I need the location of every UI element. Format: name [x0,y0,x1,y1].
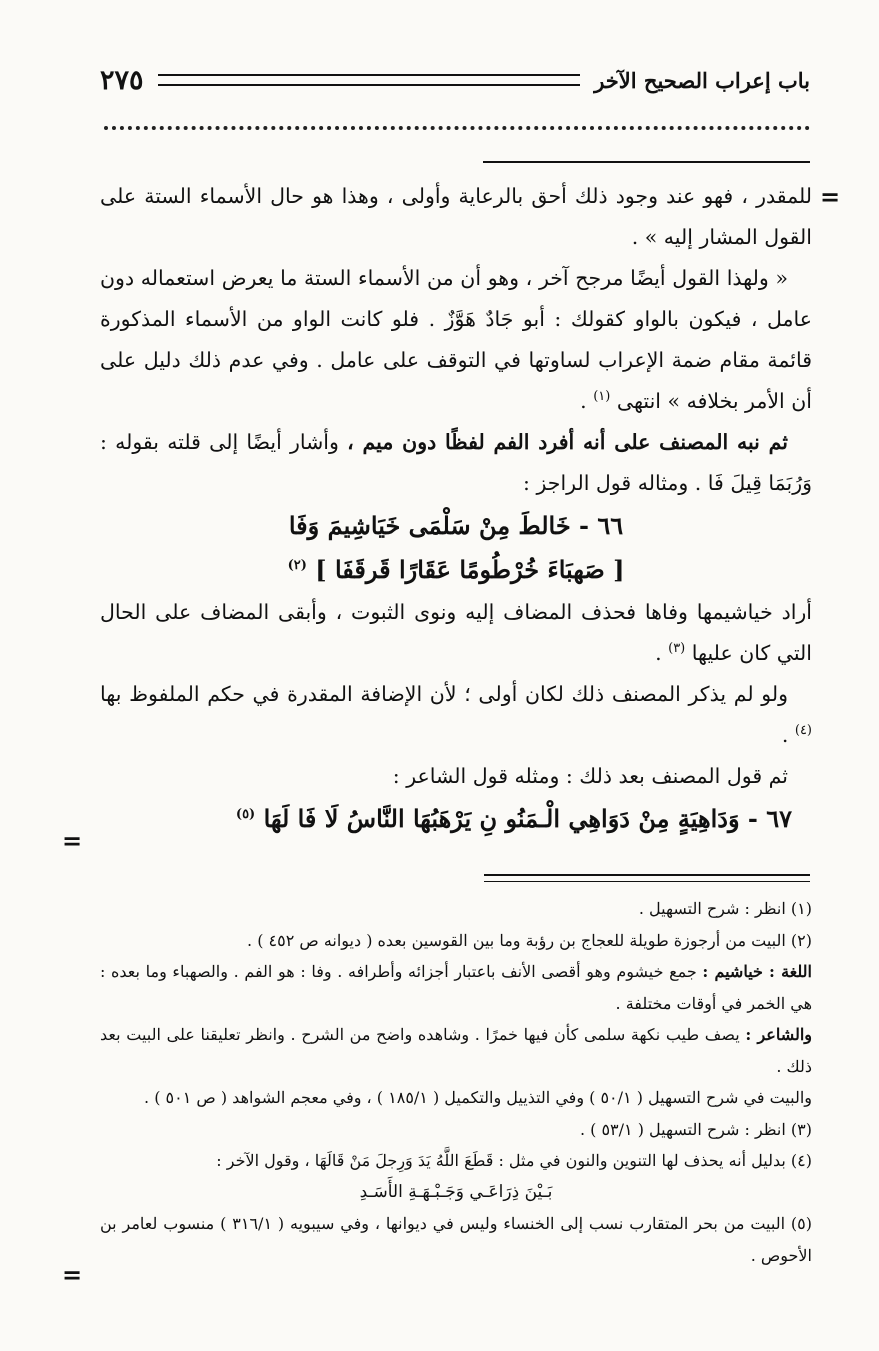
paragraph-5-end: . [781,723,795,747]
verse-67-text: ٦٧ - وَدَاهِيَةٍ مِنْ دَوَاهِي الْـمَنُو نِ يَرْهَبُهَا النَّاسُ لَا فَا لَهَا [263,804,792,833]
footnote-ref-4: (٤) [794,723,812,739]
page-header [100,60,810,100]
paragraph-3-bold: ثم نبه المصنف على أنه أفرد الفم لفظًا دون ميم ، [347,430,788,454]
header-double-rule [158,74,581,86]
footnote-2-language-label: اللغة : خياشيم : [702,962,812,981]
verse-67 [100,797,812,841]
footnote-3: (٣) انظر : شرح التسهيل ( ٥٣/١ ) . [579,1119,812,1139]
continuation-mark: = [820,182,841,211]
footnote-ref-3: (٣) [668,641,686,657]
continuation-rule [483,161,810,163]
paragraph-2-end: . [580,389,594,413]
verse-66 [100,504,812,592]
footnote-4: (٤) بدليل أنه يحذف لها التنوين والنون في مثل : قَطَعَ اللَّهُ يَدَ وَرِجلَ مَنْ قَالَهَا ، وقول الآخر : [216,1151,812,1170]
footnote-1: (١) انظر : شرح التسهيل . [638,899,812,918]
footnote-2-language [100,956,812,1019]
verse-continuation-mark: = [62,826,83,855]
chapter-title: باب إعراب الصحيح الآخر [594,67,810,93]
paragraph-2 [100,258,812,422]
paragraph-1: للمقدر ، فهو عند وجود ذلك أحق بالرعاية وأولى ، وهذا هو حال الأسماء الستة على القول المشار إليه » . [100,184,812,249]
main-text [100,176,812,841]
paragraph-4-end: . [655,641,669,665]
footnote-2-language-text: جمع خيشوم وهو أقصى الأنف باعتبار أجزائه وأطرافه . وفا : هو الفم . والصهباء وما بعده : هي الخمر في أوقات مختلفة . [100,962,812,1013]
paragraph-3-text: وأشار أيضًا إلى قلته بقوله : وَرُبَمَا قِيلَ فَا . ومثاله قول الراجز : [100,430,812,495]
footnotes [100,893,812,1271]
footnote-ref-2: (٢) [287,558,307,573]
footnote-2-sources: والبيت في شرح التسهيل ( ٥٠/١ ) وفي التذييل والتكميل ( ١٨٥/١ ) ، وفي معجم الشواهد ( ص ٥٠١ ) . [144,1088,812,1107]
footnote-2-poet [100,1019,812,1082]
paragraph-4-text: أراد خياشيمها وفاها فحذف المضاف إليه ونوى الثبوت ، وأبقى المضاف على الحال التي كان عليها [100,600,812,665]
footnote-rule [484,874,810,876]
verse-66-line-2 [100,548,812,592]
verse-66-line-1: ٦٦ - خَالطَ مِنْ سَلْمَى خَيَاشِيمَ وَفَا [288,511,624,540]
paragraph-5 [100,674,812,756]
footnote-rule-thin [484,881,810,882]
footnote-ref-1: (١) [593,389,611,405]
footnote-ref-5: (٥) [235,807,256,822]
paragraph-3 [100,422,812,504]
footnote-continuation-mark: = [62,1260,83,1289]
page-number: ٢٧٥ [100,64,144,96]
footnote-4-verse: بَـيْنَ ذِرَاعَـي وَجَـبْـهَـةِ الأَسَـدِ [359,1181,553,1202]
footnote-2-poet-label: والشاعر : [745,1025,813,1044]
paragraph-6: ثم قول المصنف بعد ذلك : ومثله قول الشاعر : [392,764,788,788]
paragraph-5-text: ولو لم يذكر المصنف ذلك لكان أولى ؛ لأن الإضافة المقدرة في حكم الملفوظ بها [100,682,788,706]
dotted-separator [104,126,810,130]
footnote-2-poet-text: يصف طيب نكهة سلمى كأن فيها خمرًا . وشاهده واضح من الشرح . وانظر تعليقنا على البيت بعد ذلك . [100,1025,812,1076]
footnote-2: (٢) البيت من أرجوزة طويلة للعجاج بن رؤبة وما بين القوسين بعده ( ديوانه ص ٤٥٢ ) . [247,930,812,950]
paragraph-4 [100,592,812,674]
verse-66-line-2-text: [ صَهبَاءَ خُرْطُومًا عَقَارًا قَرقَفَا ] [315,555,625,584]
footnote-5: (٥) البيت من بحر المتقارب نسب إلى الخنساء وليس في ديوانها ، وفي سيبويه ( ٣١٦/١ ) منسوب لعامر بن الأحوص . [100,1214,812,1265]
paragraph-2-text: « ولهذا القول أيضًا مرجح آخر ، وهو أن من الأسماء الستة ما يعرض استعماله دون عامل ، فيكون بالواو كقولك : أبو جَادٌ هَوَّزٌ . فلو كانت الواو من الأسماء المذكورة قائمة مقام ضمة الإعراب لساوتها في التوقف على عامل . وفي عدم ذلك دليل على أن الأمر بخلافه » انتهى [100,266,812,413]
